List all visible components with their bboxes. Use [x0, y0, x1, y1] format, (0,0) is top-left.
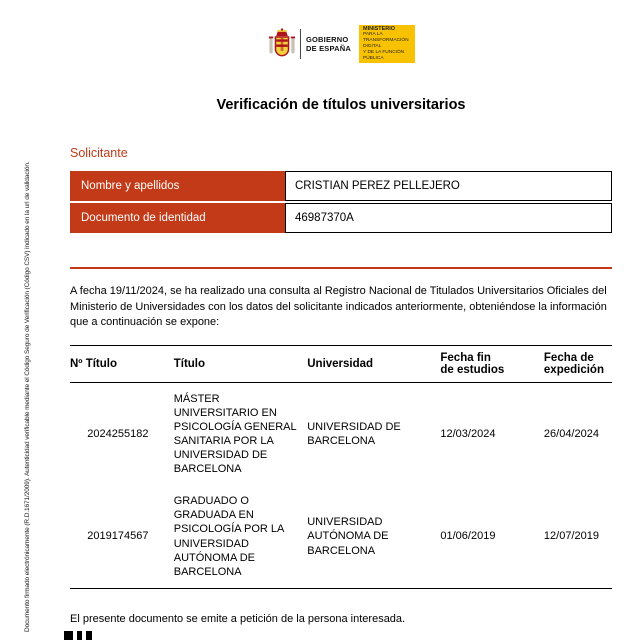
header	[70, 25, 612, 63]
field-label-nombre: Nombre y apellidos	[70, 171, 285, 201]
ministerio-label	[359, 25, 415, 63]
logo-divider	[300, 29, 301, 59]
ministerio-line2: PARA LA TRANSFORMACIÓN DIGITAL	[363, 32, 409, 50]
degree-titulo: GRADUADO O GRADUADA EN PSICOLOGÍA POR LA UNIVERSIDAD AUTÓNOMA DE BARCELONA	[174, 485, 308, 588]
degrees-header-row	[70, 345, 612, 382]
header-universidad: Universidad	[307, 345, 440, 382]
degree-numero: 2019174567	[70, 485, 174, 588]
header-fecha-expedicion: Fecha de expedición	[544, 345, 612, 382]
degree-row	[70, 382, 612, 485]
field-value-documento: 46987370A	[285, 203, 612, 233]
degree-fecha-expedicion: 12/07/2019	[544, 485, 612, 588]
gobierno-line2: DE ESPAÑA	[305, 44, 351, 53]
degree-universidad: UNIVERSIDAD AUTÓNOMA DE BARCELONA	[307, 485, 440, 588]
degree-fecha-fin: 12/03/2024	[440, 428, 496, 441]
ministerio-line1: MINISTERIO	[363, 25, 396, 32]
page-title: Verificación de títulos universitarios	[216, 97, 466, 113]
document-body	[70, 0, 612, 636]
field-value-nombre: CRISTIAN PEREZ PELLEJERO	[285, 171, 612, 201]
csv-validation-note: Documento firmado electrónicamente (R.D.1671/2009). Autenticidad verificable mediante el Código Seguro de Verificación (Código CSV) indicado en la url de validación.	[24, 161, 31, 632]
degree-universidad: UNIVERSIDAD DE BARCELONA	[307, 420, 401, 448]
qr-block	[77, 631, 82, 640]
ministerio-line3: Y DE LA FUNCIÓN PÚBLICA	[363, 50, 405, 62]
footer-note: El presente documento se emite a petición de la persona interesada.	[70, 612, 406, 625]
header-fecha-fin: Fecha fin de estudios	[440, 345, 544, 382]
section-divider	[70, 267, 612, 269]
table-row	[70, 203, 612, 233]
gobierno-text	[306, 35, 351, 53]
qr-code-partial	[64, 631, 92, 640]
intro-paragraph: A fecha 19/11/2024, se ha realizado una consulta al Registro Nacional de Titulados Universitarios Oficiales del Ministerio de Universidades con los datos del solicitante indicados anteriormente, obteniéndose la información que a continuación se expone:	[70, 285, 607, 329]
qr-block	[86, 631, 92, 640]
degree-numero: 2024255182	[87, 428, 149, 441]
spain-coat-of-arms-icon	[267, 27, 297, 61]
qr-block	[64, 631, 73, 640]
gobierno-line1: GOBIERNO	[305, 35, 349, 44]
field-label-documento: Documento de identidad	[70, 203, 285, 233]
header-titulo: Título	[174, 345, 308, 382]
degree-fecha-expedicion: 26/04/2024	[543, 428, 599, 441]
applicant-table	[70, 171, 612, 233]
table-row	[70, 171, 612, 201]
degree-titulo: MÁSTER UNIVERSITARIO EN PSICOLOGÍA GENERAL SANITARIA POR LA UNIVERSIDAD DE BARCELONA	[173, 392, 297, 476]
gobierno-espana-logo	[267, 25, 415, 63]
solicitante-heading: Solicitante	[70, 146, 128, 160]
header-numero-titulo: Nº Título	[70, 345, 174, 382]
degree-fecha-fin: 01/06/2019	[440, 485, 544, 588]
degree-row	[70, 485, 612, 588]
degrees-table	[70, 345, 612, 589]
